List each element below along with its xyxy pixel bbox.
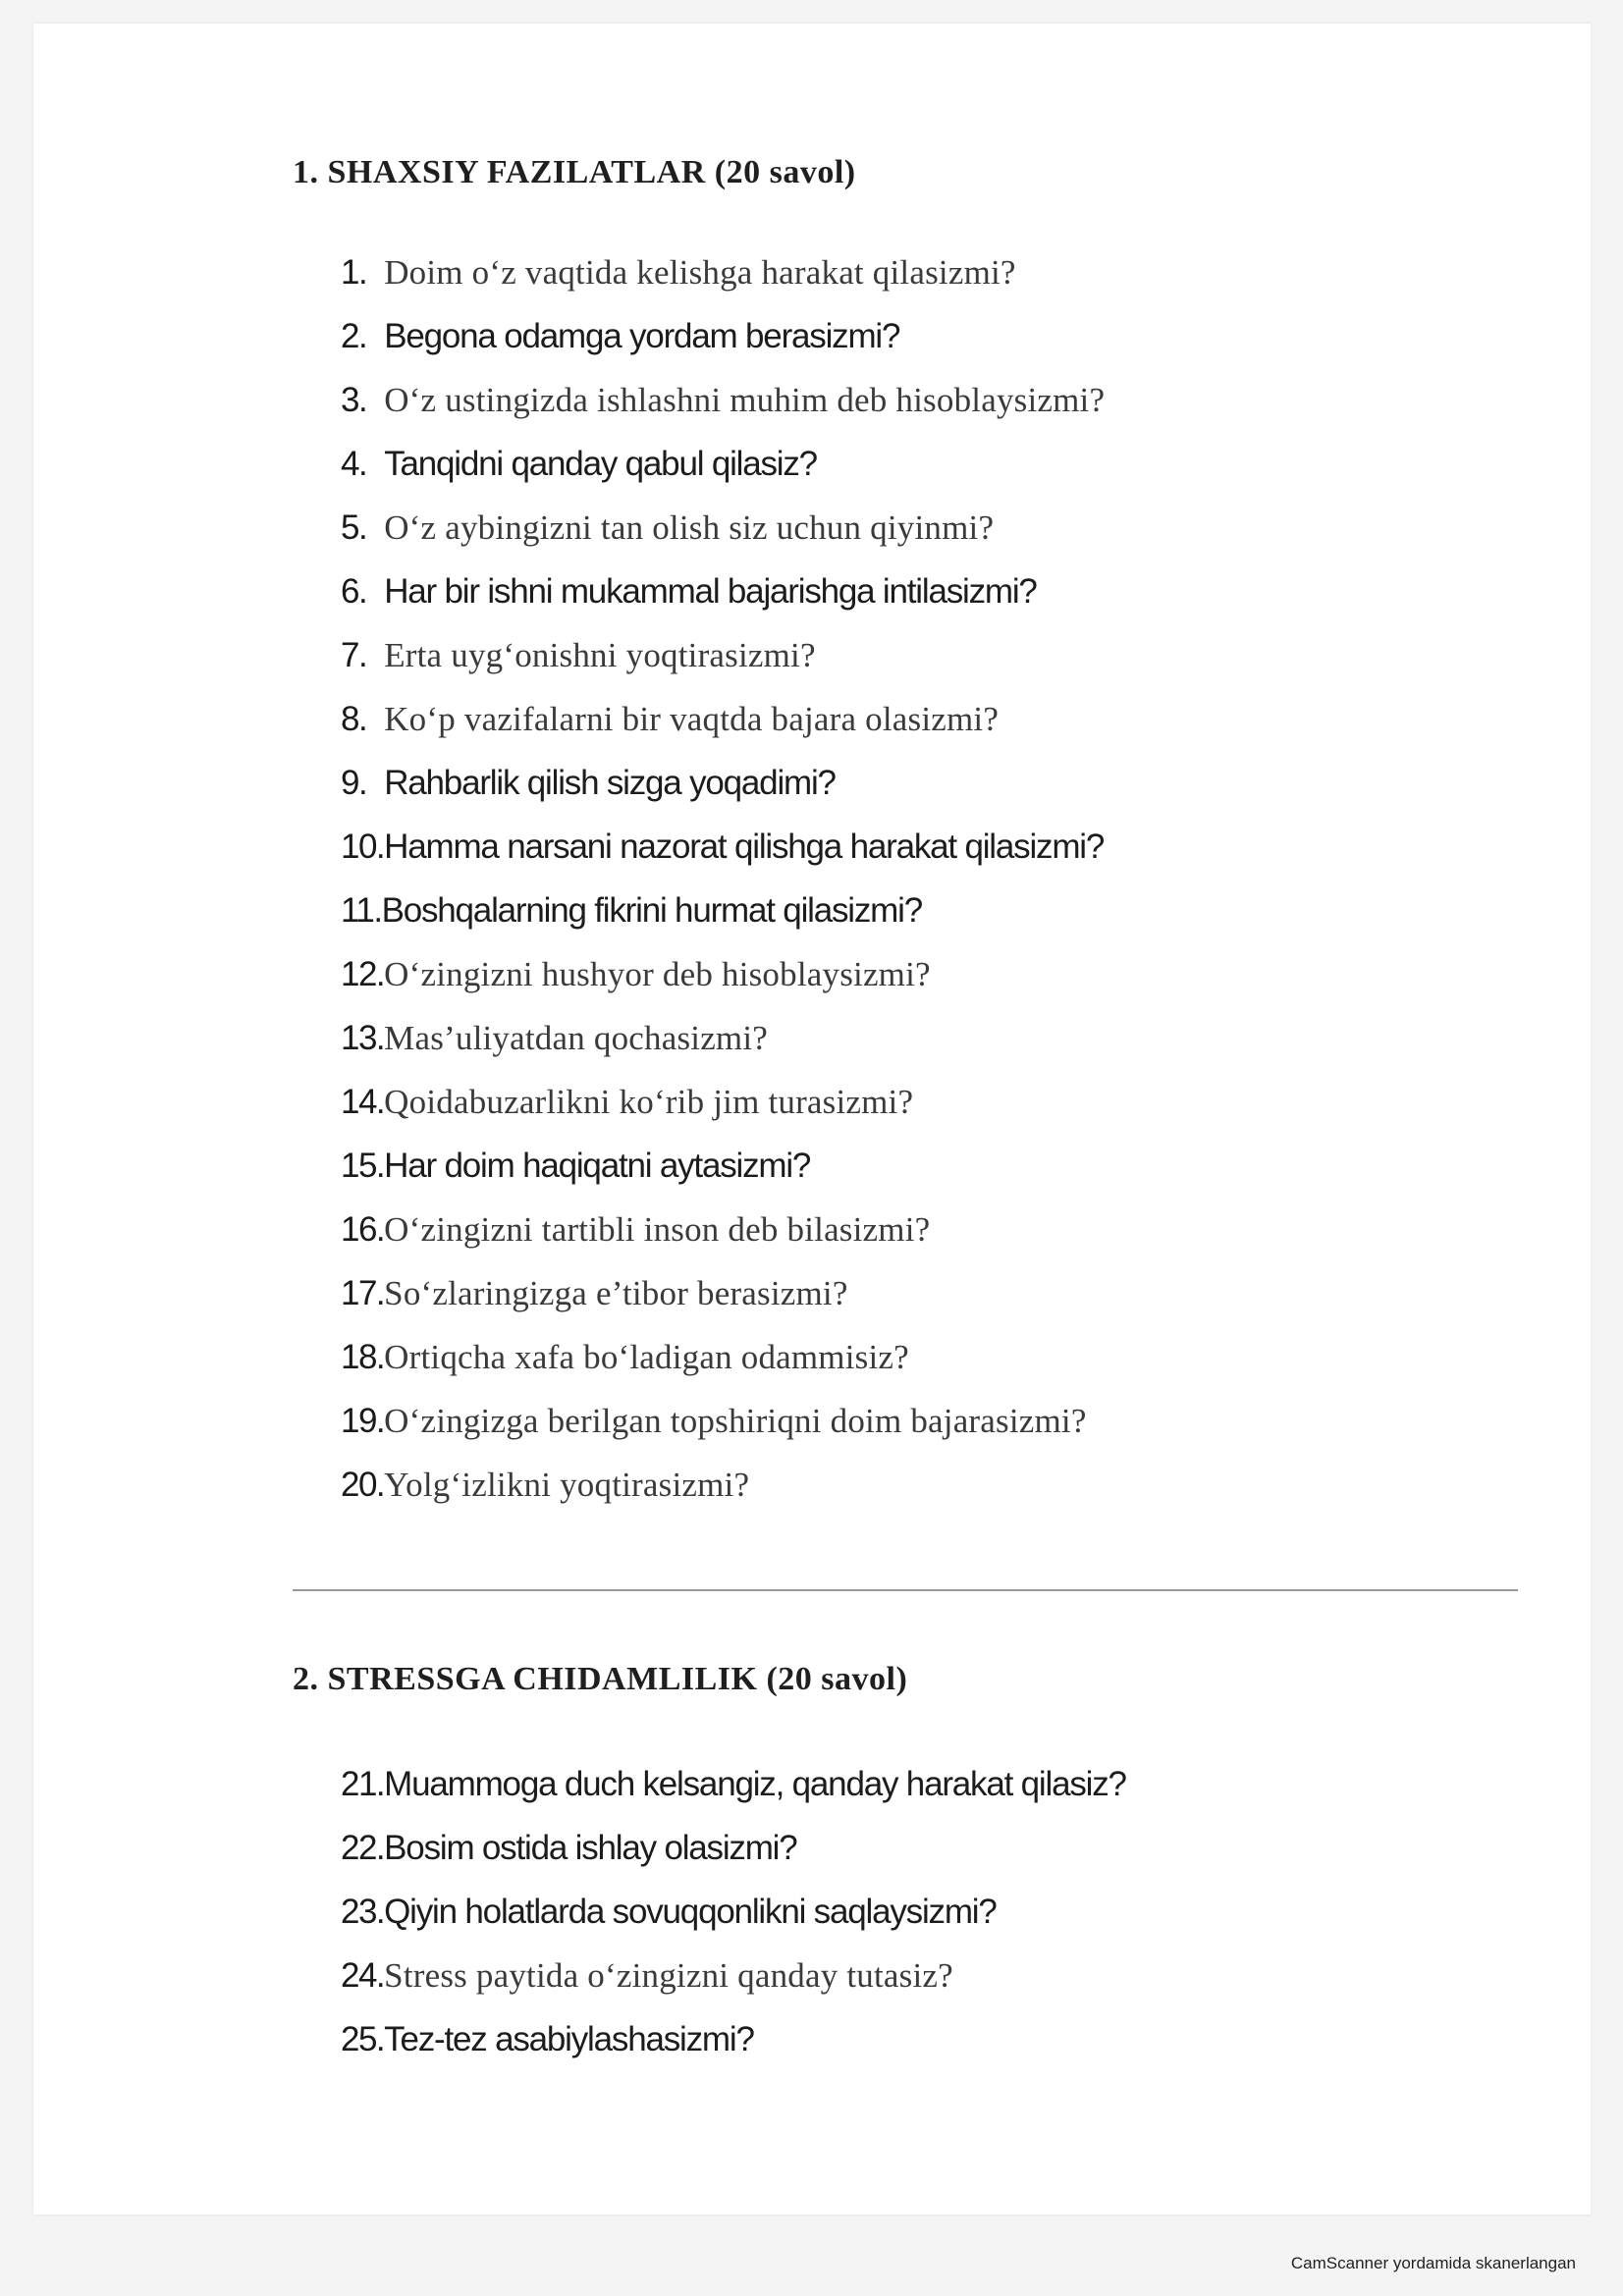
question-text: Stress paytida o‘zingizni qanday tutasiz?: [384, 1956, 953, 1995]
question-number: 15.: [341, 1147, 385, 1185]
list-item: [341, 505, 1105, 568]
question-text: Erta uyg‘onishni yoqtirasizmi?: [384, 636, 816, 674]
question-number: 25.: [341, 2020, 385, 2058]
question-text: O‘z ustingizda ishlashni muhim deb hisoblaysizmi?: [384, 381, 1106, 419]
list-item: [341, 2016, 1126, 2080]
list-item: [341, 1952, 1126, 2016]
question-text: Bosim ostida ishlay olasizmi?: [384, 1829, 797, 1867]
question-text: Begona odamga yordam berasizmi?: [384, 317, 900, 355]
question-number: 8.: [341, 700, 367, 738]
question-number: 24.: [341, 1956, 385, 1995]
question-number: 19.: [341, 1402, 385, 1440]
question-number: 23.: [341, 1893, 385, 1931]
list-item: [341, 1761, 1126, 1825]
question-number: 7.: [341, 636, 367, 674]
list-item: [341, 1015, 1105, 1079]
list-item: [341, 377, 1105, 441]
question-number: 11.: [341, 891, 382, 930]
question-text: Tez-tez asabiylashasizmi?: [384, 2020, 754, 2058]
question-text: O‘z aybingizni tan olish siz uchun qiyinmi?: [384, 508, 995, 547]
section-title-personal-qualities: 1. SHAXSIY FAZILATLAR (20 savol): [293, 154, 856, 190]
question-number: 17.: [341, 1274, 385, 1312]
question-number: 2.: [341, 317, 367, 355]
question-text: O‘zingizni tartibli inson deb bilasizmi?: [384, 1210, 931, 1249]
question-text: O‘zingizga berilgan topshiriqni doim bajarasizmi?: [384, 1402, 1087, 1440]
question-text: Tanqidni qanday qabul qilasiz?: [384, 445, 817, 483]
list-item: [341, 760, 1105, 824]
question-number: 6.: [341, 572, 367, 611]
question-text: Mas’uliyatdan qochasizmi?: [384, 1019, 769, 1057]
question-number: 4.: [341, 445, 367, 483]
list-item: [341, 1398, 1105, 1462]
list-item: [341, 249, 1105, 313]
list-item: [341, 951, 1105, 1015]
section-title-stress-tolerance: 2. STRESSGA CHIDAMLILIK (20 savol): [293, 1661, 908, 1697]
list-item: [341, 1825, 1126, 1889]
list-item: [341, 632, 1105, 696]
question-list-personal-qualities: [341, 249, 1105, 1525]
question-number: 13.: [341, 1019, 385, 1057]
list-item: [341, 568, 1105, 632]
question-text: Muammoga duch kelsangiz, qanday harakat qilasiz?: [384, 1765, 1126, 1803]
list-item: [341, 824, 1105, 887]
question-number: 21.: [341, 1765, 385, 1803]
scanned-page: [33, 24, 1591, 2215]
question-text: Ko‘p vazifalarni bir vaqtda bajara olasizmi?: [384, 700, 1000, 738]
question-number: 22.: [341, 1829, 385, 1867]
question-text: Rahbarlik qilish sizga yoqadimi?: [384, 764, 836, 802]
question-number: 14.: [341, 1083, 385, 1121]
question-number: 1.: [341, 253, 367, 292]
question-text: Ortiqcha xafa bo‘ladigan odammisiz?: [384, 1338, 909, 1376]
list-item: [341, 1206, 1105, 1270]
question-number: 5.: [341, 508, 367, 547]
question-number: 16.: [341, 1210, 385, 1249]
question-number: 10.: [341, 828, 385, 866]
question-number: 12.: [341, 955, 385, 993]
list-item: [341, 887, 1105, 951]
list-item: [341, 1270, 1105, 1334]
question-list-stress-tolerance: [341, 1761, 1126, 2080]
question-number: 18.: [341, 1338, 385, 1376]
list-item: [341, 1079, 1105, 1143]
list-item: [341, 1334, 1105, 1398]
list-item: [341, 313, 1105, 377]
question-number: 3.: [341, 381, 367, 419]
list-item: [341, 696, 1105, 760]
question-text: Qoidabuzarlikni ko‘rib jim turasizmi?: [384, 1083, 914, 1121]
question-text: O‘zingizni hushyor deb hisoblaysizmi?: [384, 955, 931, 993]
question-number: 20.: [341, 1466, 385, 1504]
question-text: Hamma narsani nazorat qilishga harakat qilasizmi?: [384, 828, 1105, 866]
list-item: [341, 441, 1105, 505]
list-item: [341, 1462, 1105, 1525]
question-number: 9.: [341, 764, 367, 802]
question-text: Har doim haqiqatni aytasizmi?: [384, 1147, 811, 1185]
scanner-footer-note: CamScanner yordamida skanerlangan: [1290, 2254, 1576, 2272]
list-item: [341, 1889, 1126, 1952]
question-text: Boshqalarning fikrini hurmat qilasizmi?: [381, 891, 922, 930]
question-text: Qiyin holatlarda sovuqqonlikni saqlaysizmi?: [384, 1893, 997, 1931]
section-divider: [293, 1589, 1518, 1591]
list-item: [341, 1143, 1105, 1206]
question-text: Har bir ishni mukammal bajarishga intilasizmi?: [384, 572, 1037, 611]
question-text: Yolg‘izlikni yoqtirasizmi?: [384, 1466, 750, 1504]
question-text: Doim o‘z vaqtida kelishga harakat qilasizmi?: [384, 253, 1016, 292]
question-text: So‘zlaringizga e’tibor berasizmi?: [384, 1274, 848, 1312]
